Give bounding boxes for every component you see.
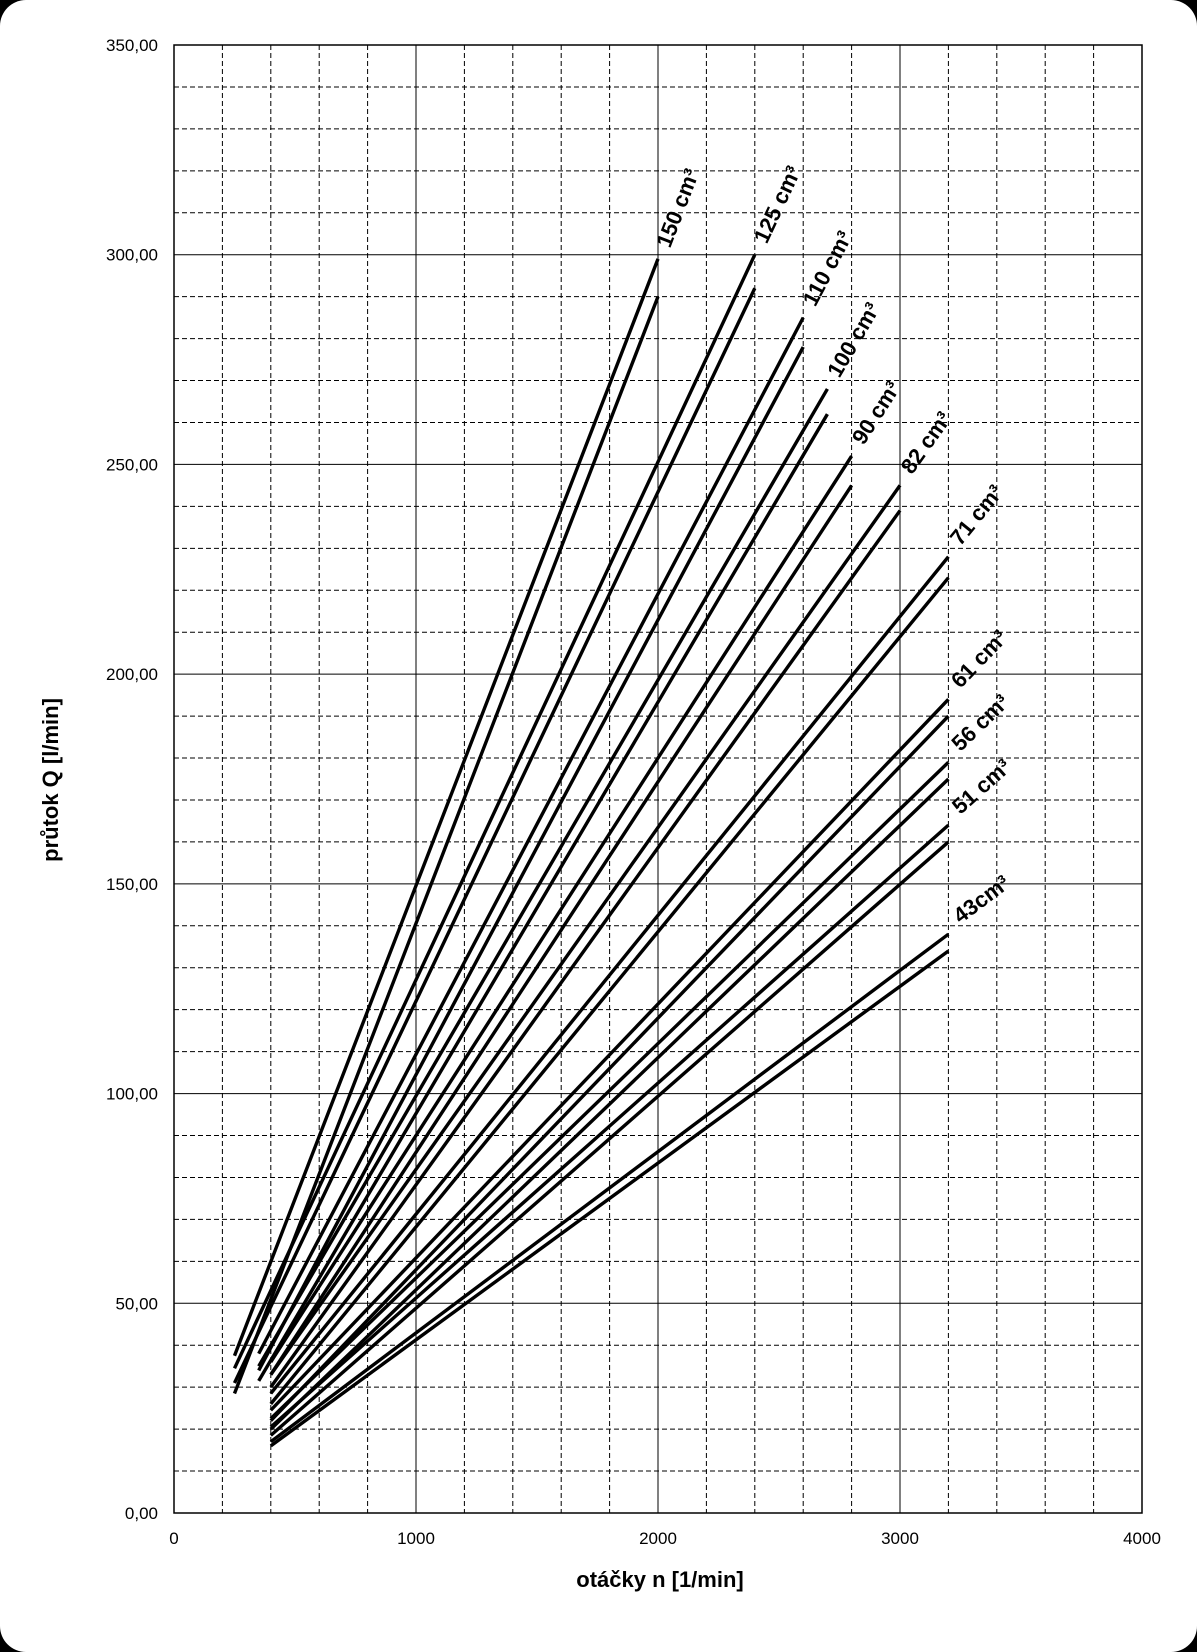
y-axis-label: průtok Q [l/min] <box>38 698 63 862</box>
x-tick-label: 0 <box>169 1529 179 1548</box>
series-line-2-1 <box>259 347 804 1370</box>
y-tick-label: 250,00 <box>106 455 158 475</box>
x-tick-label: 3000 <box>881 1529 919 1548</box>
series-label: 61 cm³ <box>945 625 1013 693</box>
y-tick-label: 100,00 <box>106 1084 158 1104</box>
series-label: 71 cm³ <box>944 479 1009 550</box>
y-tick-label: 0,00 <box>124 1504 158 1523</box>
y-tick-label: 350,00 <box>106 36 158 55</box>
series-label: 43cm³ <box>948 870 1015 929</box>
x-axis-label: otáčky n [1/min] <box>576 1567 744 1592</box>
x-tick-label: 2000 <box>639 1529 677 1548</box>
series-label: 100 cm³ <box>822 298 885 382</box>
series-line-6-0 <box>271 557 949 1394</box>
series-line-8-1 <box>271 779 949 1429</box>
series-line-1-1 <box>235 288 755 1383</box>
series-lines <box>235 255 949 1446</box>
x-tick-label: 1000 <box>397 1529 435 1548</box>
x-tick-label: 4000 <box>1123 1529 1161 1548</box>
series-label: 90 cm³ <box>846 376 906 449</box>
series-label: 110 cm³ <box>797 226 858 310</box>
series-label: 56 cm³ <box>946 689 1014 756</box>
series-label: 150 cm³ <box>651 165 705 251</box>
series-label: 82 cm³ <box>895 406 957 479</box>
series-label: 51 cm³ <box>947 753 1016 819</box>
series-label: 125 cm³ <box>748 161 807 247</box>
y-tick-label: 50,00 <box>115 1294 158 1314</box>
y-tick-label: 200,00 <box>106 665 158 685</box>
y-tick-label: 300,00 <box>106 245 158 265</box>
y-tick-label: 150,00 <box>106 874 158 894</box>
